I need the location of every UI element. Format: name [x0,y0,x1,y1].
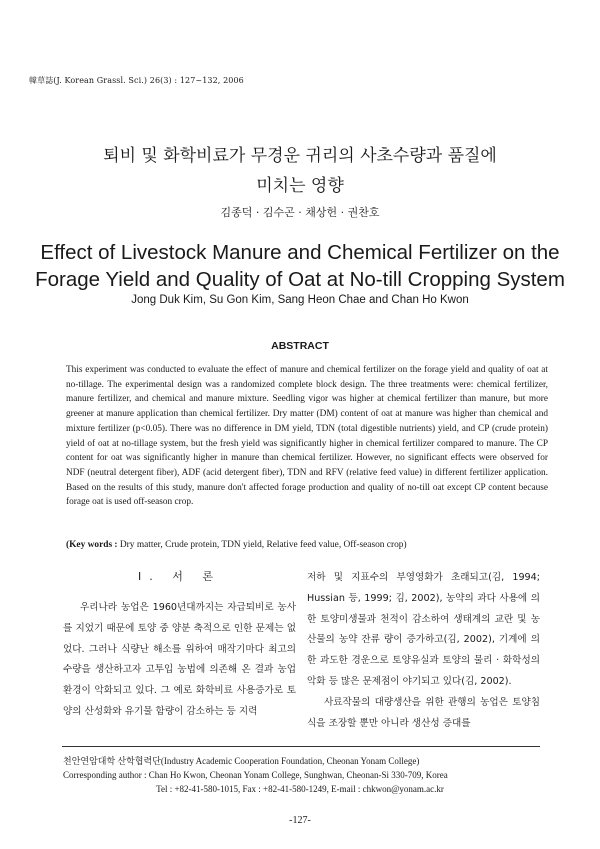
keywords-text: Dry matter, Crude protein, TDN yield, Relative feed value, Off-season crop) [117,540,407,550]
keywords [66,540,548,550]
english-title-line1: Effect of Livestock Manure and Chemical Fertilizer on the [40,241,560,264]
intro-paragraph-2: 사료작물의 대량생산을 위한 관행의 농업은 토양침식을 조장할 뿐만 아니라 생산성 증대를 [307,696,540,729]
footnote-corresponding-author: Corresponding author : Chan Ho Kwon, Cheonan Yonam College, Sunghwan, Cheonan-Si 330-709, Korea [63,770,448,780]
english-title-line2: Forage Yield and Quality of Oat at No-till Cropping System [35,268,565,291]
footnote-affiliation: 천안연암대학 산학협력단(Industry Academic Cooperation Foundation, Cheonan Yonam College) [63,756,420,766]
right-column [307,568,540,734]
abstract-text: This experiment was conducted to evaluate the effect of manure and chemical fertilizer on the forage yield and quality of oat at no-tillage. The experimental design was a randomized complete block design. The three treatments were: chemical fertilizer, manure fertilizer, and chemical and manure mixture. Seedling vigor was higher at chemical fertilizer than manure, but more greener at manure application than chemical fertilizer. Dry matter (DM) content of oat at manure was higher than chemical and mixture fertilizer (p<0.05). There was no difference in DM yield, TDN (total digestible nutrients) yield, and CP (crude protein) yield of oat at no-tillage system, but the fresh yield was significantly higher in chemical fertilizer compared to manure. The CP content for oat was significantly higher in manure than chemical fertilizer. However, no significant effects were observed for NDF (neutral detergent fiber), ADF (acid detergent fiber), TDN and RFV (relative feed value) in different fertilizer application. Based on the results of this study, manure don't affected forage production and quality of no-till oat except CP content because forage oat is used off-season crop. [66,365,548,508]
intro-paragraph-1: 우리나라 농업은 1960년대까지는 자급퇴비로 농사를 지었기 때문에 토양 중 양분 축적으로 인한 문제는 없었다. 그러나 식량난 해소를 위하여 매작기마다 최고의 수량을 생산하고자 고투입 농법에 의존해 온 결과 농업환경이 악화되고 있다. 그 예로 화학비료 사용증가로 토양의 산성화와 유기물 함량이 감소하는 등 지력 [63,602,296,717]
footnote-contact: Tel : +82-41-580-1015, Fax : +82-41-580-1249, E-mail : chkwon@yonam.ac.kr [156,784,444,794]
korean-authors: 김종덕 · 김수곤 · 채상헌 · 권찬호 [220,206,380,219]
korean-title-line2: 미치는 영향 [256,176,344,196]
journal-header: 韓草誌(J. Korean Grassl. Sci.) 26(3) : 127~132, 2006 [29,76,244,85]
keywords-label: (Key words : [66,540,118,550]
abstract-heading: ABSTRACT [271,340,329,352]
page-number: -127- [289,815,311,826]
section-title-introduction: I. 서 론 [138,570,221,583]
korean-title-line1: 퇴비 및 화학비료가 무경운 귀리의 사초수량과 품질에 [103,146,497,166]
english-authors: Jong Duk Kim, Su Gon Kim, Sang Heon Chae and Chan Ho Kwon [131,294,469,306]
footnote-divider [62,746,540,747]
left-column [63,598,296,723]
intro-paragraph-1-continued: 저하 및 지표수의 부영영화가 초래되고(김, 1994; Hussian 등, 1999; 김, 2002), 농약의 과다 사용에 의한 토양미생물과 천적이 감소하여 생태계의 교란 및 농산물의 농약 잔류 량이 증가하고(김, 2002), 기계에 의한 과도한 경운으로 토양유실과 토양의 물리 · 화학성의 악화 등 많은 문제점이 야기되고 있다(김, 2002). [307,572,540,687]
